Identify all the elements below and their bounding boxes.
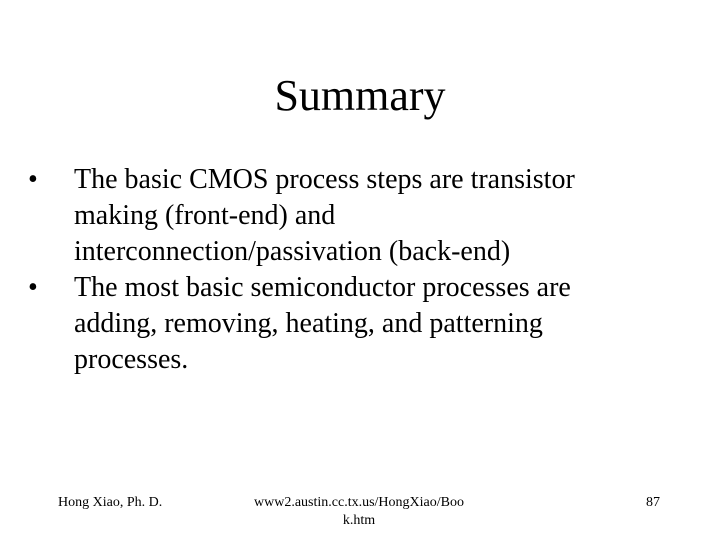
bullet-marker-icon: •: [28, 272, 38, 303]
bullet-text-line: interconnection/passivation (back-end): [74, 236, 511, 267]
bullet-marker-icon: •: [28, 164, 38, 195]
bullet-text-line: processes.: [74, 344, 189, 375]
page-number: 87: [646, 495, 660, 510]
bullet-text-line: The basic CMOS process steps are transistor: [74, 164, 575, 195]
bullet-text-line: adding, removing, heating, and patterning: [74, 308, 543, 339]
footer-url: [230, 494, 488, 530]
footer-author: Hong Xiao, Ph. D.: [58, 495, 163, 510]
bullet-item: [28, 270, 708, 378]
slide-title: Summary: [274, 71, 446, 120]
footer-url-line: www2.austin.cc.tx.us/HongXiao/Boo: [254, 495, 464, 510]
bullet-text-line: making (front-end) and: [74, 200, 336, 231]
footer-url-line: k.htm: [342, 513, 376, 528]
bullet-text-line: The most basic semiconductor processes are: [74, 272, 571, 303]
bullet-item: [28, 162, 708, 270]
bullet-list: [28, 162, 708, 378]
